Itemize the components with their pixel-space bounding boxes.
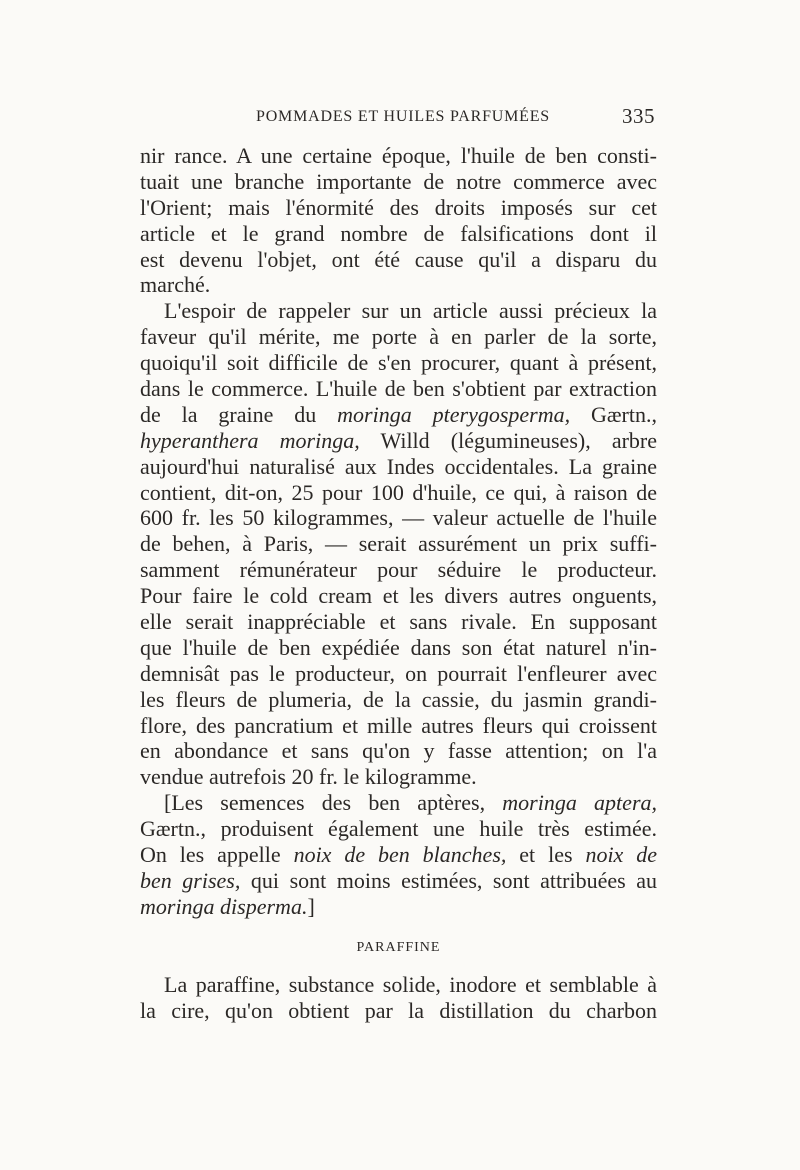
text-line xyxy=(140,195,657,221)
text-run: faveur qu'il mérite, me porte à en parler de la sorte, xyxy=(140,324,657,350)
text-line xyxy=(140,221,657,247)
text-run: la cire, qu'on obtient par la distillation du charbon xyxy=(140,997,657,1023)
text-line xyxy=(140,454,657,480)
text-run: elle serait inappréciable et sans rivale. En supposant xyxy=(140,609,657,635)
body-text xyxy=(140,143,657,1024)
species-name: ben grises, xyxy=(140,867,241,893)
species-name: hyperanthera moringa, xyxy=(140,427,360,453)
page-number: 335 xyxy=(622,104,655,128)
text-run: article et le grand nombre de falsifications dont il xyxy=(140,220,657,246)
spacer xyxy=(140,920,657,934)
text-run: que l'huile de ben expédiée dans son état naturel n'in- xyxy=(140,634,657,660)
text-line xyxy=(140,972,657,998)
text-run: de behen, à Paris, — serait assurément un prix suffi- xyxy=(140,531,657,557)
text-run: Willd (légumineuses), arbre xyxy=(380,427,658,453)
text-run: les fleurs de plumeria, de la cassie, du jasmin grandi- xyxy=(140,686,657,712)
text-line xyxy=(140,998,657,1024)
text-run: flore, des pancratium et mille autres fleurs qui croissent xyxy=(140,712,657,738)
text-run: Pour faire le cold cream et les divers autres onguents, xyxy=(140,583,657,609)
text-run: On les appelle xyxy=(140,842,281,868)
text-run: ] xyxy=(307,893,315,919)
text-run: est devenu l'objet, ont été cause qu'il a disparu du xyxy=(140,246,657,272)
text-line xyxy=(140,713,657,739)
text-run: et les xyxy=(519,842,573,868)
text-run: contient, dit-on, 25 pour 100 d'huile, ce qui, à raison de xyxy=(140,479,657,505)
text-run: samment rémunérateur pour séduire le producteur. xyxy=(140,557,657,583)
species-name: noix de xyxy=(585,842,657,868)
text-line xyxy=(140,738,657,764)
text-line xyxy=(140,687,657,713)
text-line xyxy=(140,635,657,661)
text-run: quoiqu'il soit difficile de s'en procurer, quant à présent, xyxy=(140,350,657,376)
text-line xyxy=(140,583,657,609)
text-run: de la graine du xyxy=(140,401,317,427)
text-line xyxy=(140,557,657,583)
text-run: marché. xyxy=(140,272,211,298)
text-run: l'Orient; mais l'énormité des droits imposés sur cet xyxy=(140,194,657,220)
text-line xyxy=(140,816,657,842)
text-line xyxy=(140,272,657,298)
text-line xyxy=(140,868,657,894)
page-header xyxy=(140,104,655,134)
species-name: noix de ben blanches, xyxy=(293,842,507,868)
species-name: moringa pterygosperma, xyxy=(337,401,571,427)
text-run: aujourd'hui naturalisé aux Indes occidentales. La graine xyxy=(140,453,657,479)
text-run: en abondance et sans qu'on y fasse attention; on l'a xyxy=(140,738,657,764)
text-line xyxy=(140,505,657,531)
text-line xyxy=(140,480,657,506)
text-run: 600 fr. les 50 kilogrammes, — valeur actuelle de l'huile xyxy=(140,505,657,531)
text-line xyxy=(140,169,657,195)
text-run: La paraffine, substance solide, inodore et semblable à xyxy=(164,971,657,997)
text-run: Gærtn., produisent également une huile très estimée. xyxy=(140,816,657,842)
text-line xyxy=(140,764,657,790)
section-title: PARAFFINE xyxy=(356,939,441,955)
text-line xyxy=(140,790,657,816)
text-line xyxy=(140,247,657,273)
text-line xyxy=(140,661,657,687)
text-run: [Les semences des ben aptères, xyxy=(164,790,486,816)
running-head: POMMADES ET HUILES PARFUMÉES xyxy=(256,108,551,125)
text-line xyxy=(140,531,657,557)
text-run: L'espoir de rappeler sur un article aussi précieux la xyxy=(164,298,657,324)
text-run: Gærtn., xyxy=(591,401,657,427)
text-run: tuait une branche importante de notre commerce avec xyxy=(140,168,657,194)
text-run: dans le commerce. L'huile de ben s'obtient par extraction xyxy=(140,376,657,402)
text-run: nir rance. A une certaine époque, l'huile de ben consti- xyxy=(140,143,657,168)
text-line xyxy=(140,143,657,169)
text-line xyxy=(140,376,657,402)
species-name: moringa aptera, xyxy=(502,790,657,816)
text-line xyxy=(140,298,657,324)
text-line xyxy=(140,894,657,920)
text-run: demnisât pas le producteur, on pourrait l'enfleurer avec xyxy=(140,660,657,686)
text-line xyxy=(140,428,657,454)
text-line xyxy=(140,324,657,350)
text-line xyxy=(140,402,657,428)
text-line xyxy=(140,609,657,635)
species-name: moringa disperma. xyxy=(140,893,308,919)
text-run: vendue autrefois 20 fr. le kilogramme. xyxy=(140,764,477,790)
text-run: qui sont moins estimées, sont attribuées au xyxy=(250,867,657,893)
spacer xyxy=(140,962,657,972)
text-line xyxy=(140,842,657,868)
text-line xyxy=(140,350,657,376)
